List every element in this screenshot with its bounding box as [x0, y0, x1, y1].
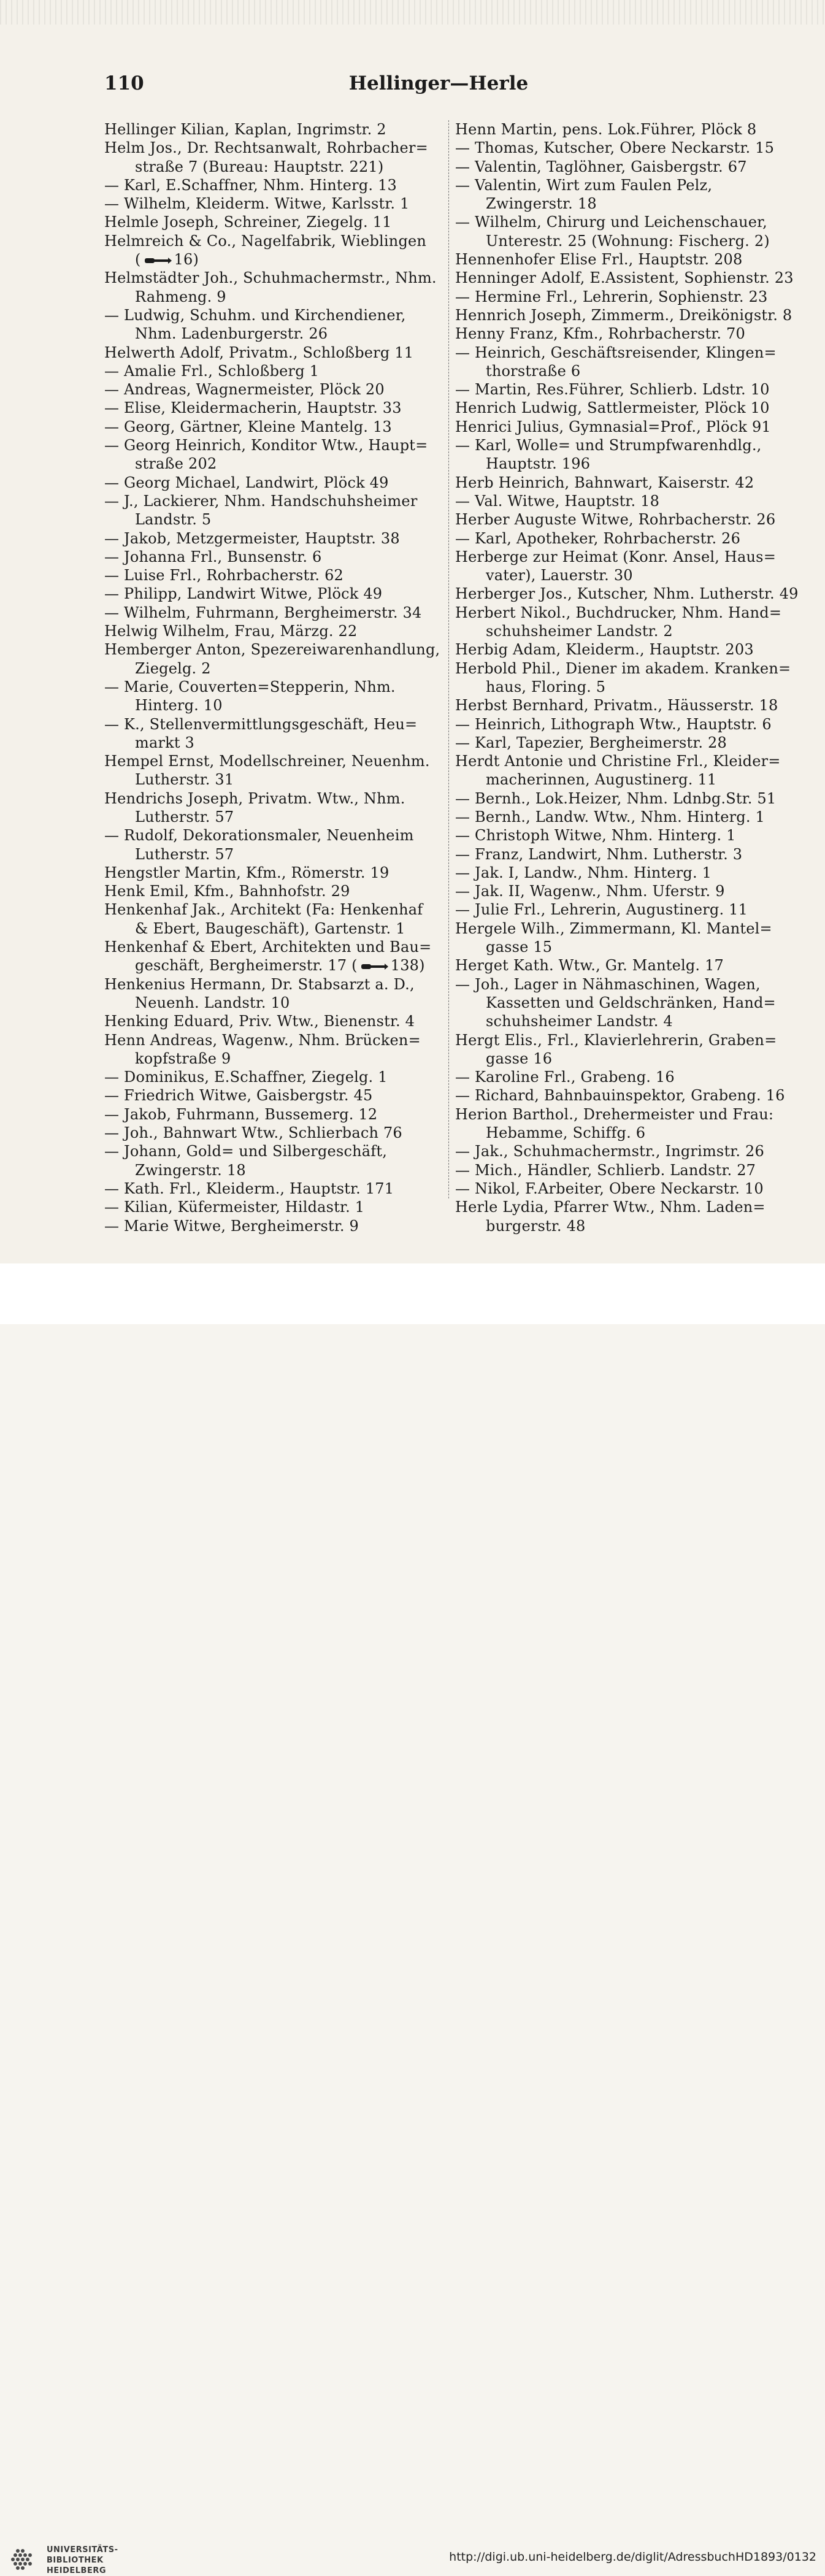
- directory-entry-line: — Franz, Landwirt, Nhm. Lutherstr. 3: [455, 845, 743, 863]
- right-column: [455, 120, 799, 1235]
- directory-entry-line: Zwingerstr. 18: [135, 1161, 246, 1179]
- directory-entry-line: Herdt Antonie und Christine Frl., Kleider=: [455, 753, 781, 770]
- library-name-line: UNIVERSITÄTS-: [47, 2545, 118, 2555]
- paren: ): [193, 251, 199, 269]
- directory-entry-line: — Karl, Apotheker, Rohrbacherstr. 26: [455, 529, 741, 547]
- directory-entry-line: — Karl, E.Schaffner, Nhm. Hinterg. 13: [104, 176, 397, 194]
- directory-entry-line: gasse 16: [486, 1049, 553, 1067]
- directory-entry-line: — K., Stellenvermittlungsgeschäft, Heu=: [104, 715, 418, 733]
- directory-entry-line: — Dominikus, E.Schaffner, Ziegelg. 1: [104, 1068, 388, 1086]
- directory-entry-line: Hellinger Kilian, Kaplan, Ingrimstr. 2: [104, 121, 386, 138]
- scan-edge-noise: [0, 0, 825, 25]
- directory-entry-line: Henn Andreas, Wagenw., Nhm. Brücken=: [104, 1031, 421, 1049]
- directory-entry-line: Hemberger Anton, Spezereiwarenhandlung,: [104, 641, 440, 659]
- library-name: [47, 2545, 118, 2576]
- directory-entry-line: & Ebert, Baugeschäft), Gartenstr. 1: [135, 919, 405, 937]
- directory-entry-line: Landstr. 5: [135, 511, 212, 529]
- directory-entry-line: — Johanna Frl., Bunsenstr. 6: [104, 548, 322, 565]
- directory-entry-line: Henkenhaf Jak., Architekt (Fa: Henkenhaf: [104, 901, 423, 919]
- directory-entry-line: straße 7 (Bureau: Hauptstr. 221): [135, 158, 384, 175]
- directory-entry-line: Herle Lydia, Pfarrer Wtw., Nhm. Laden=: [455, 1198, 766, 1216]
- directory-entry-line: — Mich., Händler, Schlierb. Landstr. 27: [455, 1161, 756, 1179]
- directory-entry-line: — Christoph Witwe, Nhm. Hinterg. 1: [455, 827, 736, 845]
- directory-entry-line: — Marie Witwe, Bergheimerstr. 9: [104, 1217, 359, 1235]
- entry-text: geschäft, Bergheimerstr. 17: [135, 957, 352, 975]
- directory-entry-line: Helwig Wilhelm, Frau, Märzg. 22: [104, 623, 358, 640]
- footer-bar: [0, 1263, 825, 2575]
- directory-entry-line: — Jak. II, Wagenw., Nhm. Uferstr. 9: [455, 883, 725, 900]
- directory-entry-line: — Bernh., Lok.Heizer, Nhm. Ldnbg.Str. 51: [455, 789, 777, 807]
- directory-entry-line: markt 3: [135, 734, 195, 751]
- directory-entry-line: schuhsheimer Landstr. 4: [486, 1013, 673, 1030]
- directory-entry-line: burgerstr. 48: [486, 1217, 586, 1235]
- directory-entry-line: Henninger Adolf, E.Assistent, Sophienstr. 23: [455, 269, 794, 287]
- directory-entry-line: Herberge zur Heimat (Konr. Ansel, Haus=: [455, 548, 777, 565]
- directory-entry-line: — Jak., Schuhmachermstr., Ingrimstr. 26: [455, 1143, 764, 1160]
- paren: (: [135, 251, 141, 269]
- paren: ): [419, 957, 425, 975]
- directory-entry-line: — Karoline Frl., Grabeng. 16: [455, 1068, 675, 1086]
- scanned-page: [0, 0, 825, 1263]
- directory-entry-line: — Bernh., Landw. Wtw., Nhm. Hinterg. 1: [455, 808, 766, 826]
- directory-entry-line: vater), Lauerstr. 30: [486, 567, 633, 585]
- directory-entry-line: macherinnen, Augustinerg. 11: [486, 771, 717, 789]
- directory-entry-line: — Rudolf, Dekorationsmaler, Neuenheim: [104, 827, 414, 845]
- directory-entry-line: — Georg, Gärtner, Kleine Mantelg. 13: [104, 418, 392, 435]
- directory-entry-line: — Valentin, Taglöhner, Gaisbergstr. 67: [455, 158, 747, 175]
- directory-entry-line: Helmle Joseph, Schreiner, Ziegelg. 11: [104, 213, 392, 231]
- directory-entry-line: — Joh., Bahnwart Wtw., Schlierbach 76: [104, 1124, 402, 1142]
- library-name-line: HEIDELBERG: [47, 2566, 107, 2575]
- directory-entry-line: — Johann, Gold= und Silbergeschäft,: [104, 1143, 388, 1160]
- directory-entry-line: Hendrichs Joseph, Privatm. Wtw., Nhm.: [104, 789, 405, 807]
- directory-entry-line: Ziegelg. 2: [135, 659, 211, 677]
- directory-entry-line: [104, 956, 448, 975]
- directory-entry-line: Henk Emil, Kfm., Bahnhofstr. 29: [104, 883, 350, 900]
- library-name-line: BIBLIOTHEK: [47, 2556, 104, 2565]
- directory-entry-line: Rahmeng. 9: [135, 288, 226, 305]
- phone-number: 16: [174, 251, 193, 269]
- left-column: [104, 120, 448, 1235]
- running-title: Hellinger—Herle: [348, 72, 529, 94]
- directory-entry-line: thorstraße 6: [486, 362, 581, 380]
- directory-entry-line: Hempel Ernst, Modellschreiner, Neuenhm.: [104, 753, 430, 770]
- directory-entry-line: — Marie, Couverten=Stepperin, Nhm.: [104, 678, 396, 696]
- directory-entry-line: Herion Barthol., Drehermeister und Frau:: [455, 1105, 774, 1123]
- directory-entry-line: Herbold Phil., Diener im akadem. Kranken=: [455, 659, 791, 677]
- directory-entry-line: Henn Martin, pens. Lok.Führer, Plöck 8: [455, 121, 757, 138]
- directory-entry-line: — Thomas, Kutscher, Obere Neckarstr. 15: [455, 139, 775, 157]
- directory-entry-line: Hergele Wilh., Zimmermann, Kl. Mantel=: [455, 919, 772, 937]
- directory-entry-line: Neuenh. Landstr. 10: [135, 994, 290, 1011]
- directory-entry-line: — Joh., Lager in Nähmaschinen, Wagen,: [455, 975, 761, 993]
- directory-entry-line: Kassetten und Geldschränken, Hand=: [486, 994, 776, 1011]
- directory-entry-line: Hebamme, Schiffg. 6: [486, 1124, 646, 1142]
- directory-entry-line: — Jakob, Fuhrmann, Bussemerg. 12: [104, 1105, 378, 1123]
- directory-entry-line: Henking Eduard, Priv. Wtw., Bienenstr. 4: [104, 1013, 415, 1030]
- source-url-link[interactable]: http://digi.ub.uni-heidelberg.de/diglit/AdressbuchHD1893/0132: [449, 2550, 816, 2564]
- directory-entry-line: Henrici Julius, Gymnasial=Prof., Plöck 91: [455, 418, 771, 435]
- column-divider: [448, 120, 449, 1198]
- directory-entry-line: Henrich Ludwig, Sattlermeister, Plöck 10: [455, 399, 770, 417]
- telephone-hand-icon: [144, 256, 172, 266]
- directory-entry-line: Hinterg. 10: [135, 697, 223, 715]
- paren: (: [351, 957, 358, 975]
- directory-entry-line: — Val. Witwe, Hauptstr. 18: [455, 492, 660, 510]
- directory-entry-line: — Karl, Wolle= und Strumpfwarenhdlg.,: [455, 437, 762, 454]
- page-header: [104, 72, 773, 97]
- directory-entry-line: — Luise Frl., Rohrbacherstr. 62: [104, 567, 344, 585]
- directory-entry-line: — Hermine Frl., Lehrerin, Sophienstr. 23: [455, 288, 768, 305]
- directory-entry-line: Helmreich & Co., Nagelfabrik, Wieblingen: [104, 232, 427, 250]
- directory-entry-line: — Nikol, F.Arbeiter, Obere Neckarstr. 10: [455, 1179, 764, 1197]
- directory-entry-line: kopfstraße 9: [135, 1049, 231, 1067]
- directory-entry-line: — Ludwig, Schuhm. und Kirchendiener,: [104, 306, 406, 324]
- directory-entry-line: Unterestr. 25 (Wohnung: Fischerg. 2): [486, 232, 770, 250]
- directory-entry-line: — Georg Michael, Landwirt, Plöck 49: [104, 473, 389, 491]
- directory-entry-line: — Kilian, Küfermeister, Hildastr. 1: [104, 1198, 365, 1216]
- phone-number: 138: [390, 957, 420, 975]
- directory-entry-line: — Wilhelm, Fuhrmann, Bergheimerstr. 34: [104, 604, 422, 621]
- directory-entry-line: — Jak. I, Landw., Nhm. Hinterg. 1: [455, 864, 712, 881]
- directory-entry-line: — Martin, Res.Führer, Schlierb. Ldstr. 10: [455, 381, 770, 399]
- directory-entry-line: — Friedrich Witwe, Gaisbergstr. 45: [104, 1087, 373, 1105]
- directory-entry-line: — Kath. Frl., Kleiderm., Hauptstr. 171: [104, 1179, 394, 1197]
- directory-entry-line: Helm Jos., Dr. Rechtsanwalt, Rohrbacher=: [104, 139, 428, 157]
- directory-entry-line: Zwingerstr. 18: [486, 195, 597, 213]
- directory-entry-line: Helwerth Adolf, Privatm., Schloßberg 11: [104, 343, 414, 361]
- directory-entry-line: Hergt Elis., Frl., Klavierlehrerin, Graben=: [455, 1031, 777, 1049]
- directory-entry-line: — Jakob, Metzgermeister, Hauptstr. 38: [104, 529, 400, 547]
- page-number: 110: [104, 72, 144, 94]
- directory-entry-line: Herbert Nikol., Buchdrucker, Nhm. Hand=: [455, 604, 782, 621]
- directory-entry-line: — Wilhelm, Chirurg und Leichenschauer,: [455, 213, 767, 231]
- directory-entry-line: Hauptstr. 196: [486, 455, 591, 473]
- directory-entry-line: — Heinrich, Lithograph Wtw., Hauptstr. 6: [455, 715, 772, 733]
- directory-entry-line: — Valentin, Wirt zum Faulen Pelz,: [455, 176, 713, 194]
- directory-entry-line: Henny Franz, Kfm., Rohrbacherstr. 70: [455, 325, 745, 343]
- directory-entry-line: Helmstädter Joh., Schuhmachermstr., Nhm.: [104, 269, 437, 287]
- telephone-hand-icon: [360, 962, 388, 972]
- directory-entry-line: — J., Lackierer, Nhm. Handschuhsheimer: [104, 492, 418, 510]
- directory-entry-line: Henkenius Hermann, Dr. Stabsarzt a. D.,: [104, 975, 415, 993]
- directory-entry-line: Hengstler Martin, Kfm., Römerstr. 19: [104, 864, 389, 881]
- directory-entry-line: — Richard, Bahnbauinspektor, Grabeng. 16: [455, 1087, 785, 1105]
- directory-entry-line: Hennrich Joseph, Zimmerm., Dreikönigstr. 8: [455, 306, 792, 324]
- directory-entry-line: — Elise, Kleidermacherin, Hauptstr. 33: [104, 399, 402, 417]
- directory-entry-line: Herberger Jos., Kutscher, Nhm. Lutherstr. 49: [455, 585, 799, 603]
- directory-entry-line: Herb Heinrich, Bahnwart, Kaiserstr. 42: [455, 473, 754, 491]
- directory-entry-line: Lutherstr. 31: [135, 771, 234, 789]
- directory-entry-line: Herget Kath. Wtw., Gr. Mantelg. 17: [455, 957, 724, 975]
- directory-entry-line: — Heinrich, Geschäftsreisender, Klingen=: [455, 343, 777, 361]
- directory-entry-line: Herber Auguste Witwe, Rohrbacherstr. 26: [455, 511, 776, 529]
- directory-entry-line: Herbig Adam, Kleiderm., Hauptstr. 203: [455, 641, 754, 659]
- directory-entry-line: — Wilhelm, Kleiderm. Witwe, Karlsstr. 1: [104, 195, 410, 213]
- directory-entry-line: Nhm. Ladenburgerstr. 26: [135, 325, 328, 343]
- directory-entry-line: — Amalie Frl., Schloßberg 1: [104, 362, 320, 380]
- directory-entry-line: haus, Floring. 5: [486, 678, 606, 696]
- directory-entry-line: — Philipp, Landwirt Witwe, Plöck 49: [104, 585, 383, 603]
- directory-entry-line: schuhsheimer Landstr. 2: [486, 623, 673, 640]
- directory-entry-line: Hennenhofer Elise Frl., Hauptstr. 208: [455, 251, 743, 269]
- directory-entry-line: Henkenhaf & Ebert, Architekten und Bau=: [104, 938, 432, 956]
- directory-entry-line: — Georg Heinrich, Konditor Wtw., Haupt=: [104, 437, 428, 454]
- directory-entry-line: Herbst Bernhard, Privatm., Häusserstr. 18: [455, 697, 778, 715]
- directory-entry-line: Lutherstr. 57: [135, 808, 234, 826]
- directory-entry-line: — Andreas, Wagnermeister, Plöck 20: [104, 381, 385, 399]
- university-library-logo: [9, 2544, 39, 2575]
- directory-entry-line: [104, 250, 448, 269]
- directory-entry-line: Lutherstr. 57: [135, 845, 234, 863]
- directory-entry-line: straße 202: [135, 455, 217, 473]
- directory-entry-line: — Karl, Tapezier, Bergheimerstr. 28: [455, 734, 727, 751]
- directory-entry-line: — Julie Frl., Lehrerin, Augustinerg. 11: [455, 901, 748, 919]
- directory-entry-line: gasse 15: [486, 938, 553, 956]
